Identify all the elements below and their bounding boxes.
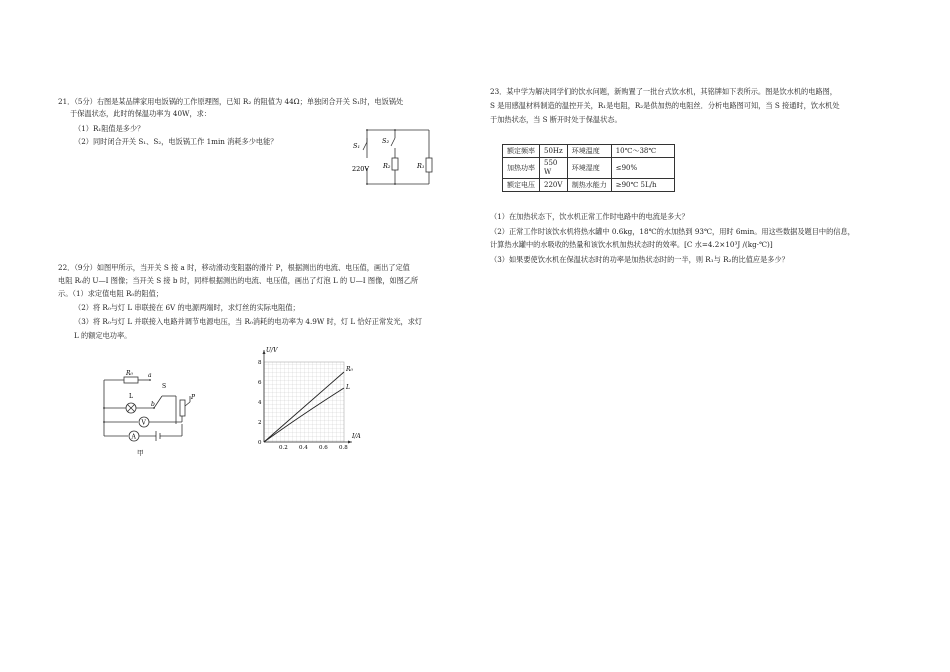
q22-xtick-0.4: 0.4 [299, 445, 308, 450]
q22-p-label: P [191, 394, 196, 401]
table-cell: 额定电压 [503, 179, 540, 192]
q22-circuit-diagram-jia [96, 366, 204, 458]
q21-line1: 21．（5分）右图是某品牌家用电饭锅的工作原理图，已知 R₂ 的阻值为 44Ω；单独闭合开关 S₁时，电饭锅处 [58, 97, 404, 106]
table-cell: ≤90% [611, 158, 674, 179]
q22-graph-ylabel: U/V [266, 347, 278, 354]
table-cell: 220V [540, 179, 568, 192]
q22-sub3a: （3）将 R₀与灯 L 并联接入电路并调节电源电压，当 R₀消耗的电功率为 4.9W 时，灯 L 恰好正常发光，求灯 [74, 317, 423, 326]
q22-voltmeter-label: V [141, 419, 146, 427]
q22-l-label: L [129, 393, 133, 400]
q23-line2: S 是用感温材料制造的温控开关，R₁是电阻，R₂是供加热的电阻丝．分析电路图可知，当 S 接通时，饮水机处 [490, 101, 840, 110]
q21-sub2: （2）同时闭合开关 S₁、S₂，电饭锅工作 1min 消耗多少电能？ [74, 137, 278, 146]
q23-line3: 于加热状态，当 S 断开时处于保温状态。 [490, 115, 622, 124]
table-cell: 额定频率 [503, 145, 540, 158]
table-cell: 50Hz [540, 145, 568, 158]
table-row [503, 145, 675, 158]
q23-spec-table [502, 144, 675, 192]
q22-r0-label: R₀ [126, 370, 133, 377]
q22-curve-l-label: L [346, 384, 350, 391]
table-cell: 环境湿度 [567, 158, 611, 179]
q21-s2-label: S₂ [382, 137, 390, 145]
q22-ytick-8: 8 [258, 360, 262, 366]
q21-r1-label: R₁ [417, 162, 425, 170]
table-row [503, 179, 675, 192]
table-cell: 环境温度 [567, 145, 611, 158]
q23-sub2b: 计算热水罐中的水吸收的热量和该饮水机加热状态时的效率。[C 水=4.2×10³J /(kg·℃)] [490, 240, 773, 249]
q22-graph-xlabel: I/A [352, 433, 361, 440]
q22-s-label: S [162, 383, 167, 390]
table-cell: 550 W [540, 158, 568, 179]
q22-ui-graph [252, 344, 364, 450]
q23-sub2a: （2）正常工作时该饮水机将热水罐中 0.6kg，18℃的水加热到 93℃，用时 6min。用这些数据及题目中的信息， [490, 227, 855, 236]
q22-fig-label-jia: 甲 [137, 449, 144, 457]
q22-b-label: b [151, 401, 155, 408]
table-cell: 加热功率 [503, 158, 540, 179]
q22-sub2: （2）将 R₀与灯 L 串联接在 6V 的电源两端时，求灯丝的实际电阻值； [74, 303, 300, 312]
q22-xtick-0.6: 0.6 [319, 445, 328, 450]
q22-a-label: a [148, 372, 152, 379]
q21-voltage-label: 220V [352, 165, 370, 173]
q23-line1: 23．某中学为解决同学们的饮水问题，新购置了一批台式饮水机，其铭牌如下表所示。图是饮水机的电路图， [490, 87, 837, 96]
q22-ytick-0: 0 [258, 440, 262, 446]
q22-ytick-2: 2 [258, 420, 262, 426]
q22-ytick-4: 4 [258, 400, 262, 406]
q21-sub1: （1）R₁阻值是多少？ [74, 124, 145, 133]
q22-sub3b: L 的额定电功率。 [74, 331, 132, 340]
q23-sub1: （1）在加热状态下，饮水机正常工作时电路中的电流是多大？ [490, 212, 689, 221]
q22-line1: 22．（9分）如图甲所示，当开关 S 接 a 时，移动滑动变阻器的滑片 P，根据测出的电流、电压值，画出了定值 [58, 263, 410, 272]
q21-r2-label: R₂ [383, 162, 391, 170]
q21-s1-label: S₁ [353, 142, 361, 150]
q22-ammeter-label: A [131, 433, 136, 441]
table-row [503, 158, 675, 179]
table-cell: 10℃～38℃ [611, 145, 674, 158]
q22-line2: 电阻 R₀的 U—I 图像；当开关 S 接 b 时，同样根据测出的电流、电压值，画出了灯泡 L 的 U—I 图像，如图乙所 [58, 276, 419, 285]
table-cell: ≥90℃ 5L/h [611, 179, 674, 192]
q22-curve-r0-label: R₀ [346, 366, 353, 373]
q22-xtick-0.2: 0.2 [279, 445, 288, 450]
q21-circuit-diagram [345, 126, 435, 188]
table-cell: 制热水能力 [567, 179, 611, 192]
q22-line3: 示。（1）求定值电阻 R₀的阻值； [58, 289, 163, 298]
q21-line2: 于保温状态，此时的保温功率为 40W，求： [70, 109, 212, 118]
q23-sub3: （3）如果要使饮水机在保温状态时的功率是加热状态时的一半，则 R₁与 R₂的比值应是多少？ [490, 255, 789, 264]
q22-ytick-6: 6 [258, 380, 262, 386]
q22-xtick-0.8: 0.8 [339, 445, 348, 450]
